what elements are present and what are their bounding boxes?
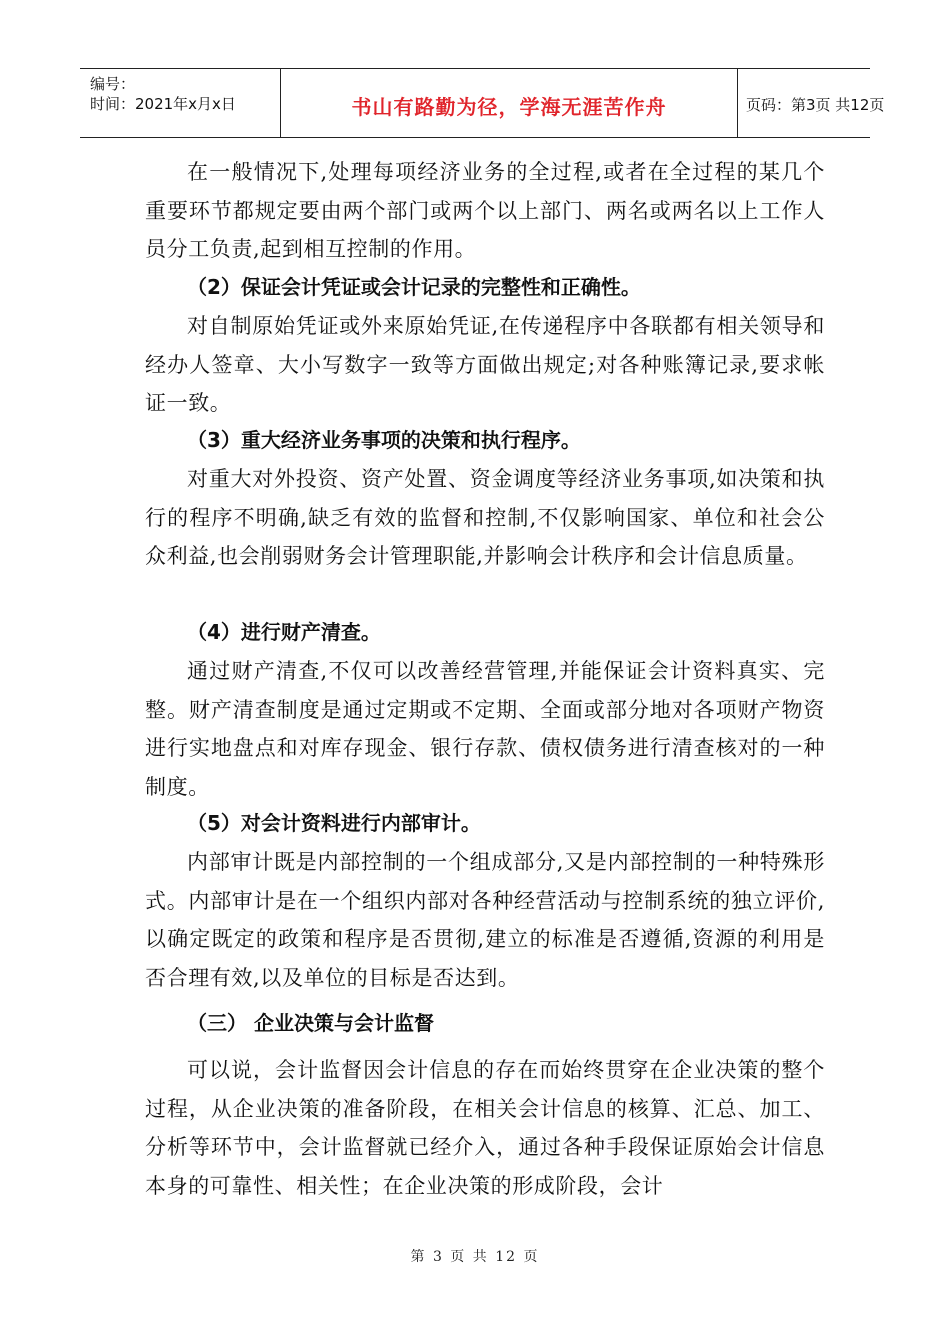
document-header [80, 68, 885, 138]
header-page-info: 页码：第3页 共12页 [746, 96, 885, 114]
paragraph-2: 对自制原始凭证或外来原始凭证,在传递程序中各联都有相关领导和经办人签章、大小写数字一致等方面做出规定;对各种账簿记录,要求帐证一致。 [145, 314, 825, 415]
paragraph-6: 可以说，会计监督因会计信息的存在而始终贯穿在企业决策的整个过程，从企业决策的准备阶段，在相关会计信息的核算、汇总、加工、分析等环节中，会计监督就已经介入，通过各种手段保证原始会计信息本身的可靠性、相关性；在企业决策的形成阶段，会计 [145, 1058, 825, 1198]
heading-3: （3）重大经济业务事项的决策和执行程序。 [187, 428, 581, 452]
paragraph-5: 内部审计既是内部控制的一个组成部分,又是内部控制的一种特殊形式。内部审计是在一个组织内部对各种经营活动与控制系统的独立评价,以确定既定的政策和程序是否贯彻,建立的标准是否遵循,资源的利用是否合理有效,以及单位的目标是否达到。 [145, 850, 825, 990]
header-page-cell [738, 69, 885, 137]
document-number-label: 编号： [90, 75, 136, 93]
heading-5: （5）对会计资料进行内部审计。 [187, 811, 481, 835]
paragraph-3: 对重大对外投资、资产处置、资金调度等经济业务事项,如决策和执行的程序不明确,缺乏有效的监督和控制,不仅影响国家、单位和社会公众利益,也会削弱财务会计管理职能,并影响会计秩序和会计信息质量。 [145, 467, 825, 568]
header-meta-cell [80, 69, 280, 137]
heading-2: （2）保证会计凭证或会计记录的完整性和正确性。 [187, 275, 641, 299]
header-motto: 书山有路勤为径，学海无涯苦作舟 [351, 95, 667, 119]
heading-4: （4）进行财产清查。 [187, 620, 381, 644]
page-footer: 第 3 页 共 12 页 [410, 1249, 540, 1265]
header-motto-cell [280, 69, 738, 137]
paragraph-4: 通过财产清查,不仅可以改善经营管理,并能保证会计资料真实、完整。财产清查制度是通过定期或不定期、全面或部分地对各项财产物资进行实地盘点和对库存现金、银行存款、债权债务进行清查核对的一种制度。 [145, 659, 825, 799]
document-date-label: 时间：2021年x月x日 [90, 95, 236, 113]
heading-section-3: （三） 企业决策与会计监督 [187, 1011, 434, 1035]
paragraph-1: 在一般情况下,处理每项经济业务的全过程,或者在全过程的某几个重要环节都规定要由两个部门或两个以上部门、两名或两名以上工作人员分工负责,起到相互控制的作用。 [145, 160, 825, 261]
